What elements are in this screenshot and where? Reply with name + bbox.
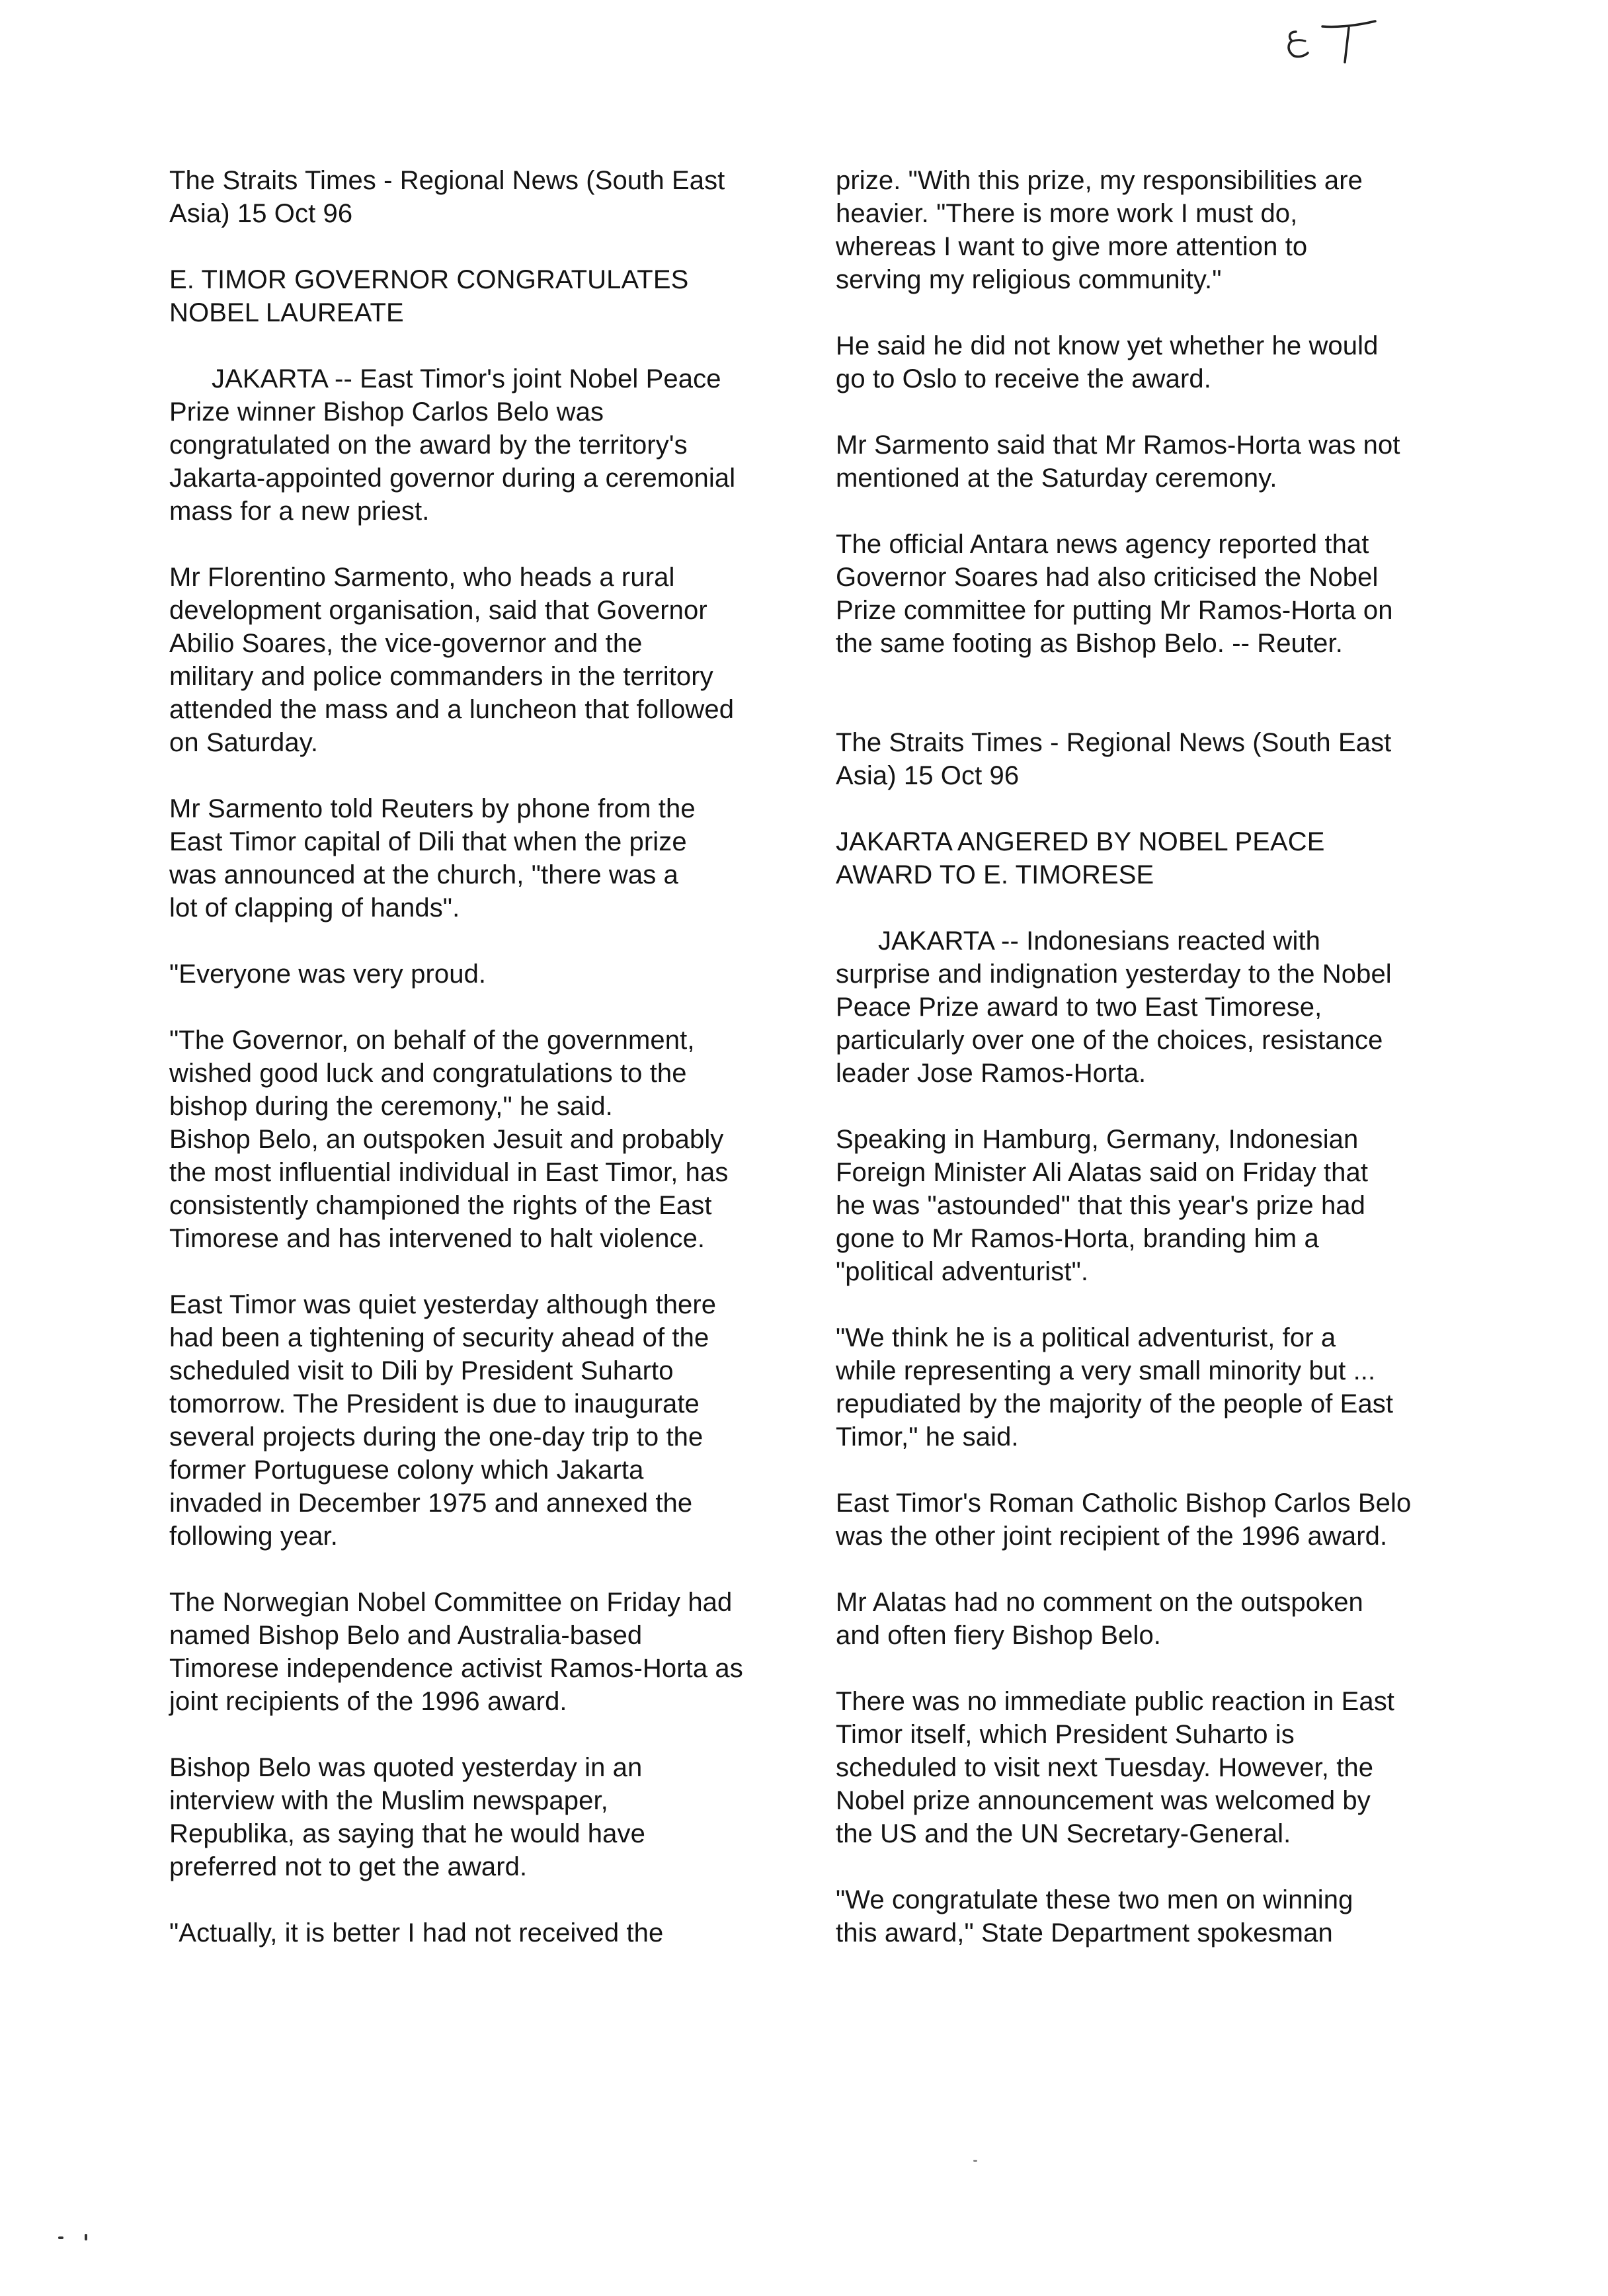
article-paragraph: JAKARTA -- Indonesians reacted with surprise and indignation yesterday to the Nobel Peace Prize award to two East Timorese, particularly over one of the choices, resistance leader Jose Ramos-Horta. [836, 926, 1392, 1088]
article-paragraph: JAKARTA -- East Timor's joint Nobel Peace Prize winner Bishop Carlos Belo was congratulated on the award by the territory's Jakarta-appointed governor during a ceremonial mass for a new priest. [169, 364, 736, 526]
article-paragraph: "We think he is a political adventurist, for a while representing a very small minority but ... repudiated by the majority of the people of East Timor," he said. [836, 1323, 1394, 1452]
handwritten-annotation [1283, 12, 1388, 71]
article-paragraph: The Norwegian Nobel Committee on Friday had named Bishop Belo and Australia-based Timorese independence activist Ramos-Horta as joint recipients of the 1996 award. [169, 1588, 743, 1716]
article-source: The Straits Times - Regional News (South East Asia) 15 Oct 96 [836, 728, 1392, 790]
article-paragraph: East Timor's Roman Catholic Bishop Carlos Belo was the other joint recipient of the 1996 award. [836, 1489, 1412, 1551]
article-paragraph: "We congratulate these two men on winning this award," State Department spokesman [836, 1885, 1353, 1948]
article-paragraph: Mr Sarmento said that Mr Ramos-Horta was not mentioned at the Saturday ceremony. [836, 430, 1400, 493]
article-paragraph: He said he did not know yet whether he would go to Oslo to receive the award. [836, 331, 1379, 393]
left-column [169, 164, 804, 1983]
article-paragraph: "Actually, it is better I had not received the [169, 1918, 664, 1948]
article-paragraph: Bishop Belo was quoted yesterday in an interview with the Muslim newspaper, Republika, as saying that he would have preferred not to get the award. [169, 1753, 645, 1881]
article-paragraph: The official Antara news agency reported that Governor Soares had also criticised the Nobel Prize committee for putting Mr Ramos-Horta on the same footing as Bishop Belo. -- Reuter. [836, 530, 1393, 658]
article-source: The Straits Times - Regional News (South East Asia) 15 Oct 96 [169, 166, 725, 228]
article-paragraph: Speaking in Hamburg, Germany, Indonesian Foreign Minister Ali Alatas said on Friday that he was "astounded" that this year's prize had gone to Mr Ramos-Horta, branding him a "political adventurist". [836, 1125, 1369, 1286]
scan-speck [973, 2160, 977, 2162]
scan-speck [85, 2234, 87, 2240]
article-paragraph: "Everyone was very proud. [169, 960, 487, 989]
article-paragraph: There was no immediate public reaction in East Timor itself, which President Suharto is scheduled to visit next Tuesday. However, the Nobel prize announcement was welcomed by the US and the UN Secretary-General. [836, 1687, 1395, 1848]
article-headline: E. TIMOR GOVERNOR CONGRATULATES NOBEL LAUREATE [169, 265, 689, 327]
article-paragraph: Mr Florentino Sarmento, who heads a rural development organisation, said that Governor Abilio Soares, the vice-governor and the military and police commanders in the territory attended the mass and a luncheon that followed on Saturday. [169, 563, 735, 757]
right-column [836, 164, 1470, 1983]
article-paragraph: East Timor was quiet yesterday although there had been a tightening of security ahead of the scheduled visit to Dili by President Suharto tomorrow. The President is due to inaugurate several projects during the one-day trip to the former Portuguese colony which Jakarta invaded in December 1975 and annexed the following year. [169, 1290, 717, 1551]
article-headline: JAKARTA ANGERED BY NOBEL PEACE AWARD TO E. TIMORESE [836, 827, 1325, 889]
article-paragraph: Mr Sarmento told Reuters by phone from the East Timor capital of Dili that when the prize was announced at the church, "there was a lot of clapping of hands". [169, 794, 696, 922]
article-paragraph: Mr Alatas had no comment on the outspoken and often fiery Bishop Belo. [836, 1588, 1363, 1650]
article-paragraph: prize. "With this prize, my responsibilities are heavier. "There is more work I must do, whereas I want to give more attention to serving my religious community." [836, 166, 1363, 294]
article-paragraph: "The Governor, on behalf of the government, wished good luck and congratulations to the bishop during the ceremony," he said. [169, 1026, 695, 1121]
scan-speck [58, 2236, 63, 2239]
article-paragraph: Bishop Belo, an outspoken Jesuit and probably the most influential individual in East Timor, has consistently championed the rights of the East Timorese and has intervened to halt violence. [169, 1125, 729, 1253]
